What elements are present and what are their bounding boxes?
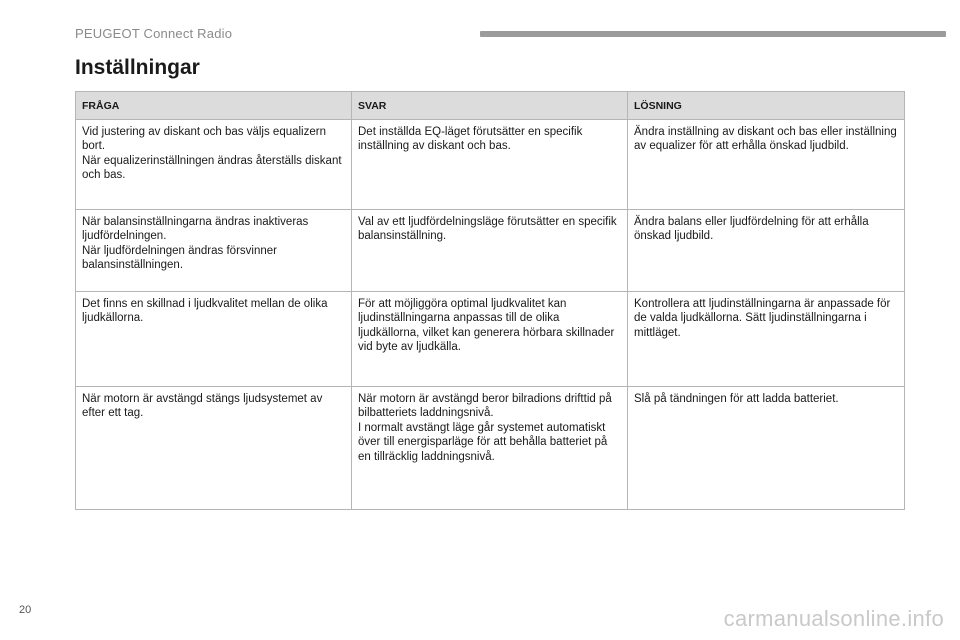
column-header-question: FRÅGA — [76, 92, 352, 120]
answer-text: Val av ett ljudfördelningsläge förutsätter en specifik balansinställning. — [358, 216, 617, 243]
column-header-answer: SVAR — [352, 92, 628, 120]
watermark-text: carmanualsonline.info — [723, 606, 944, 631]
question-cell — [76, 120, 352, 210]
settings-faq-table — [75, 91, 905, 510]
question-cell — [76, 210, 352, 292]
solution-cell — [628, 387, 905, 510]
table-row — [76, 210, 905, 292]
column-header-solution: LÖSNING — [628, 92, 905, 120]
product-title: PEUGEOT Connect Radio — [75, 26, 233, 41]
question-text: När ljudfördelningen ändras försvinner balansinställningen. — [82, 244, 277, 272]
answer-cell — [352, 120, 628, 210]
question-cell — [76, 292, 352, 387]
solution-cell — [628, 210, 905, 292]
question-text: När motorn är avstängd stängs ljudsystemet av efter ett tag. — [82, 393, 323, 420]
table-row — [76, 120, 905, 210]
table-row — [76, 292, 905, 387]
page-number: 20 — [19, 604, 32, 616]
solution-text: Kontrollera att ljudinställningarna är anpassade för de valda ljudkällorna. Sätt ljudinställningarna i mittläget. — [634, 298, 891, 339]
solution-cell — [628, 120, 905, 210]
answer-cell — [352, 387, 628, 510]
answer-text: För att möjliggöra optimal ljudkvalitet kan ljudinställningarna anpassas till de olika ljudkällorna, vilket kan generera hörbara skillnader vid byte av ljudkälla. — [358, 298, 615, 354]
solution-text: Ändra inställning av diskant och bas eller inställning av equalizer för att erhålla önskad ljudbild. — [634, 126, 897, 153]
solution-cell — [628, 292, 905, 387]
answer-text: När motorn är avstängd beror bilradions drifttid på bilbatteriets laddningsnivå. — [358, 393, 612, 420]
solution-text: Ändra balans eller ljudfördelning för att erhålla önskad ljudbild. — [634, 216, 869, 243]
answer-text: I normalt avstängt läge går systemet automatiskt över till energisparläge för att behålla batteriet på en tillräcklig laddningsnivå. — [358, 421, 608, 463]
answer-cell — [352, 292, 628, 387]
question-text: Det finns en skillnad i ljudkvalitet mellan de olika ljudkällorna. — [82, 298, 328, 325]
table-row — [76, 387, 905, 510]
answer-text: Det inställda EQ-läget förutsätter en specifik inställning av diskant och bas. — [358, 126, 583, 153]
question-text: När equalizerinställningen ändras återställs diskant och bas. — [82, 154, 342, 182]
solution-text: Slå på tändningen för att ladda batteriet. — [634, 393, 839, 405]
table-header-row — [76, 92, 905, 120]
question-cell — [76, 387, 352, 510]
page-title: Inställningar — [75, 56, 200, 79]
question-text: När balansinställningarna ändras inaktiveras ljudfördelningen. — [82, 216, 309, 243]
header-rule — [480, 31, 946, 37]
question-text: Vid justering av diskant och bas väljs equalizern bort. — [82, 126, 326, 153]
answer-cell — [352, 210, 628, 292]
